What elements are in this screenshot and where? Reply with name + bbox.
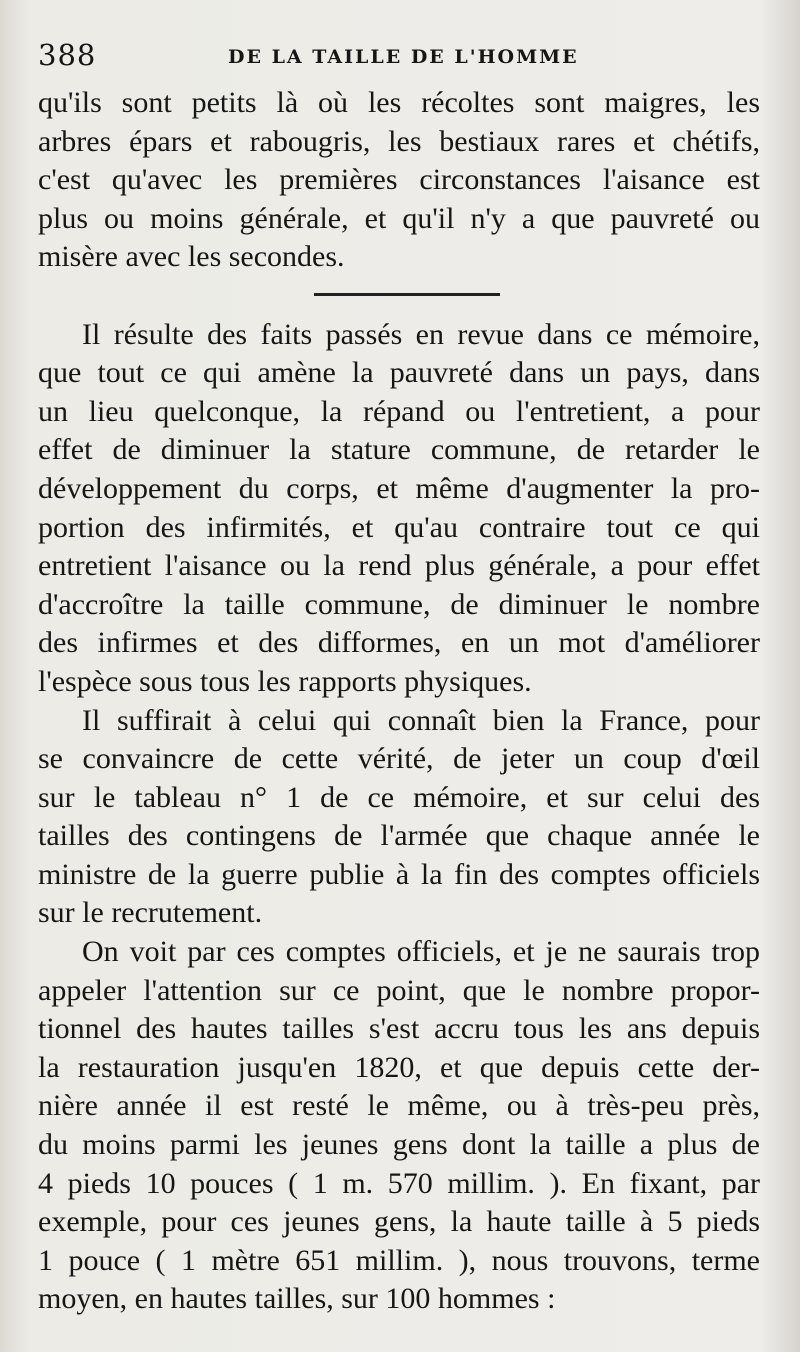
paragraph-2 xyxy=(38,316,760,702)
text-line: nière année il est resté le même, ou à très-peu près, xyxy=(38,1089,760,1123)
text-line: développement du corps, et même d'augmenter la pro- xyxy=(38,471,760,505)
text-line: plus ou moins générale, et qu'il n'y a que pauvreté ou xyxy=(38,201,760,235)
text-line: ministre de la guerre publie à la fin des comptes officiels xyxy=(38,857,760,891)
text-line: sur le recrutement. xyxy=(38,896,263,930)
text-line: 1 pouce ( 1 mètre 651 millim. ), nous trouvons, terme xyxy=(38,1243,760,1277)
text-line: effet de diminuer la stature commune, de retarder le xyxy=(38,433,760,467)
text-line: tailles des contingens de l'armée que chaque année le xyxy=(38,819,760,853)
text-line: l'espèce sous tous les rapports physiques. xyxy=(38,664,532,698)
text-line: arbres épars et rabougris, les bestiaux rares et chétifs, xyxy=(38,124,760,158)
text-line: portion des infirmités, et qu'au contraire tout ce qui xyxy=(38,510,760,544)
text-line: un lieu quelconque, la répand ou l'entretient, a pour xyxy=(38,394,760,428)
paragraph-3 xyxy=(38,702,760,934)
body-text xyxy=(38,84,760,1319)
text-line: appeler l'attention sur ce point, que le nombre propor- xyxy=(38,973,760,1007)
text-line: Il résulte des faits passés en revue dans ce mémoire, xyxy=(82,317,760,351)
text-line: des infirmes et des difformes, en un mot d'améliorer xyxy=(38,626,760,660)
text-line: que tout ce qui amène la pauvreté dans un pays, dans xyxy=(38,356,760,390)
text-line: qu'ils sont petits là où les récoltes sont maigres, les xyxy=(38,86,760,119)
text-line: c'est qu'avec les premières circonstances l'aisance est xyxy=(38,163,760,197)
text-line: d'accroître la taille commune, de diminuer le nombre xyxy=(38,587,760,621)
paragraph-1 xyxy=(38,84,760,277)
text-line: se convaincre de cette vérité, de jeter un coup d'œil xyxy=(38,742,760,776)
text-line: On voit par ces comptes officiels, et je ne saurais trop xyxy=(82,935,760,969)
text-line: sur le tableau n° 1 de ce mémoire, et sur celui des xyxy=(38,780,760,814)
page-number: 388 xyxy=(38,38,97,72)
section-divider xyxy=(38,277,760,316)
text-line: Il suffirait à celui qui connaît bien la France, pour xyxy=(82,703,760,737)
text-line: tionnel des hautes tailles s'est accru tous les ans depuis xyxy=(38,1012,760,1046)
running-title: DE LA TAILLE DE L'HOMME xyxy=(228,46,579,68)
text-line: la restauration jusqu'en 1820, et que depuis cette der- xyxy=(38,1050,760,1084)
text-line: du moins parmi les jeunes gens dont la taille a plus de xyxy=(38,1128,760,1162)
text-line: entretient l'aisance ou la rend plus générale, a pour effet xyxy=(38,549,760,583)
text-line: moyen, en hautes tailles, sur 100 hommes : xyxy=(38,1282,556,1316)
paragraph-4 xyxy=(38,933,760,1319)
text-line: 4 pieds 10 pouces ( 1 m. 570 millim. ). En fixant, par xyxy=(38,1166,760,1200)
text-line: exemple, pour ces jeunes gens, la haute taille à 5 pieds xyxy=(38,1205,760,1239)
page-header xyxy=(38,38,758,78)
text-line: misère avec les secondes. xyxy=(38,240,345,274)
